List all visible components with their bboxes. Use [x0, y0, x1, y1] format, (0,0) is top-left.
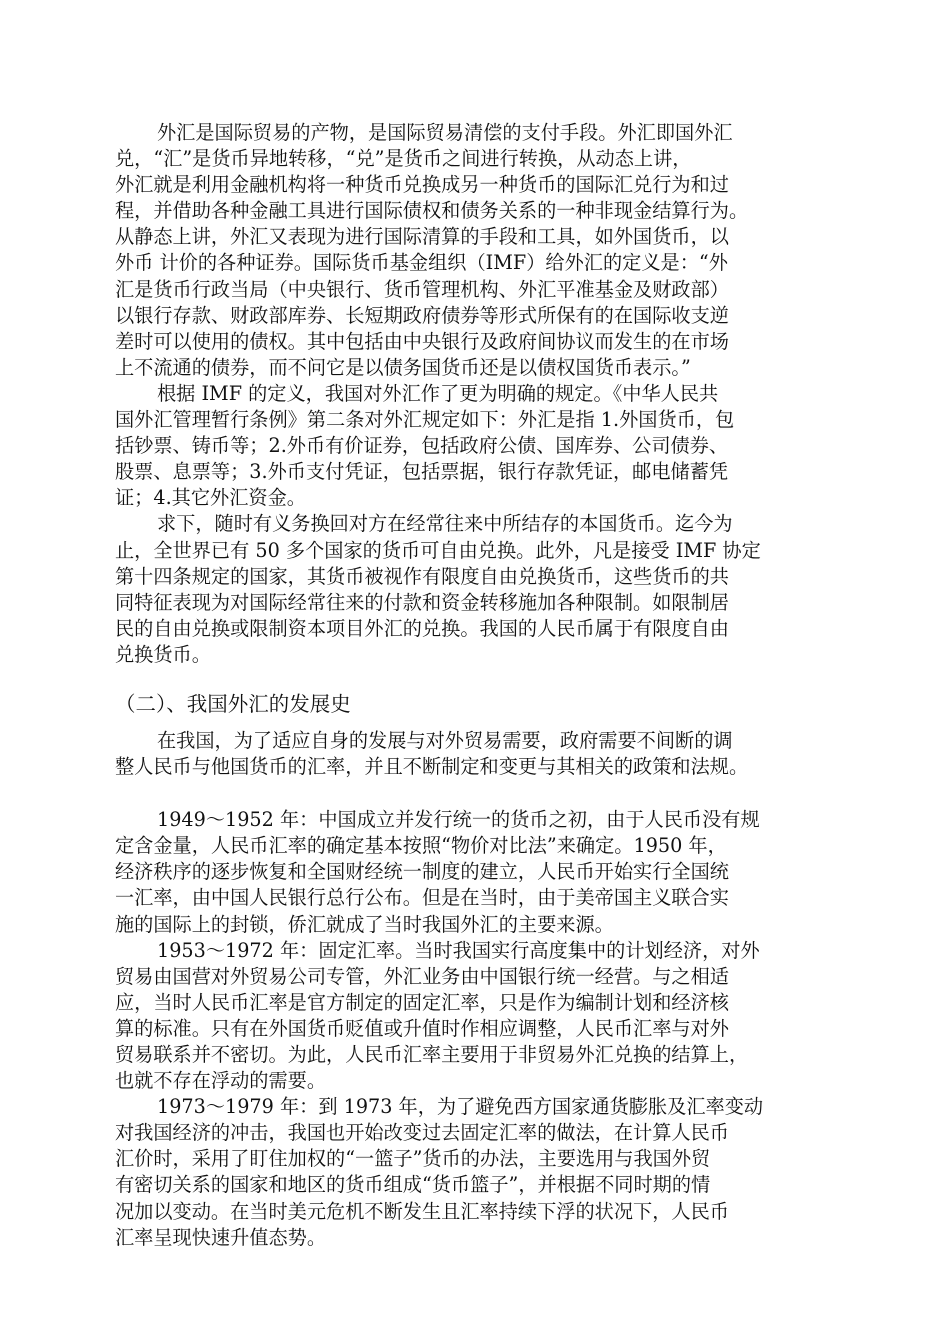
text-line: 根据 IMF 的定义，我国对外汇作了更为明确的规定。《中华人民共 — [157, 381, 719, 405]
paragraph-convertibility — [115, 511, 845, 668]
document-page — [115, 120, 845, 1251]
paragraph-history-intro — [115, 728, 845, 780]
text-line: 有密切关系的国家和地区的货币组成“货币篮子”，并根据不同时期的情 — [115, 1173, 711, 1197]
text-line: 在我国，为了适应自身的发展与对外贸易需要，政府需要不间断的调 — [157, 728, 733, 752]
text-line: 外币 计价的各种证券。国际货币基金组织（IMF）给外汇的定义是：“外 — [115, 251, 728, 275]
text-line: 从静态上讲，外汇又表现为进行国际清算的手段和工具，如外国货币，以 — [115, 225, 729, 249]
text-line: 施的国际上的封锁，侨汇就成了当时我国外汇的主要来源。 — [115, 912, 614, 936]
text-line: 国外汇管理暂行条例》第二条对外汇规定如下：外汇是指 1.外国货币，包 — [115, 408, 735, 432]
section-heading: （二）、我国外汇的发展史 — [115, 691, 351, 716]
text-line: 同特征表现为对国际经常往来的付款和资金转移施加各种限制。如限制居 — [115, 590, 729, 614]
text-line: 1973～1979 年：到 1973 年，为了避免西方国家通货膨胀及汇率变动 — [157, 1095, 764, 1119]
text-line: 整人民币与他国货币的汇率，并且不断制定和变更与其相关的政策和法规。 — [115, 755, 749, 779]
paragraph-1953-1972 — [115, 938, 845, 1095]
text-line: 汇是货币行政当局（中央银行、货币管理机构、外汇平准基金及财政部） — [115, 277, 729, 301]
text-line: 止，全世界已有 50 多个国家的货币可自由兑换。此外，凡是接受 IMF 协定 — [115, 538, 761, 562]
text-line: 外汇就是利用金融机构将一种货币兑换成另一种货币的国际汇兑行为和过 — [115, 173, 729, 197]
text-line: 一汇率，由中国人民银行总行公布。但是在当时，由于美帝国主义联合实 — [115, 886, 729, 910]
text-line: 上不流通的债券，而不问它是以债务国货币还是以债权国货币表示。” — [115, 355, 691, 379]
text-line: 民的自由兑换或限制资本项目外汇的兑换。我国的人民币属于有限度自由 — [115, 616, 729, 640]
text-line: 对我国经济的冲击，我国也开始改变过去固定汇率的做法，在计算人民币 — [115, 1121, 729, 1145]
text-line: 程，并借助各种金融工具进行国际债权和债务关系的一种非现金结算行为。 — [115, 199, 749, 223]
text-line: 况加以变动。在当时美元危机不断发生且汇率持续下浮的状况下，人民币 — [115, 1199, 729, 1223]
text-line: 以银行存款、财政部库券、长短期政府债券等形式所保有的在国际收支逆 — [115, 303, 729, 327]
text-line: 贸易由国营对外贸易公司专管，外汇业务由中国银行统一经营。与之相适 — [115, 964, 729, 988]
text-line: 经济秩序的逐步恢复和全国财经统一制度的建立，人民币开始实行全国统 — [115, 860, 729, 884]
text-line: 股票、息票等；3.外币支付凭证，包括票据，银行存款凭证，邮电储蓄凭 — [115, 460, 729, 484]
paragraph-china-regulations — [115, 381, 845, 511]
text-line: 证；4.其它外汇资金。 — [115, 486, 306, 510]
paragraph-1973-1979 — [115, 1094, 845, 1251]
text-line: 兑换货币。 — [115, 642, 211, 666]
text-line: 贸易联系并不密切。为此，人民币汇率主要用于非贸易外汇兑换的结算上， — [115, 1043, 749, 1066]
text-line: 1949～1952 年：中国成立并发行统一的货币之初，由于人民币没有规 — [157, 808, 760, 832]
text-line: 差时可以使用的债权。其中包括由中央银行及政府间协议而发生的在市场 — [115, 329, 729, 353]
text-line: 第十四条规定的国家，其货币被视作有限度自由兑换货币，这些货币的共 — [115, 564, 729, 588]
blank-line — [115, 780, 845, 807]
text-line: 汇率呈现快速升值态势。 — [115, 1225, 327, 1249]
text-line: 外汇是国际贸易的产物，是国际贸易清偿的支付手段。外汇即国外汇 — [157, 121, 733, 144]
text-line: 汇价时，采用了盯住加权的“一篮子”货币的办法，主要选用与我国外贸 — [115, 1147, 711, 1171]
text-line: 兑，“汇”是货币异地转移，“兑”是货币之间进行转换，从动态上讲， — [115, 147, 692, 171]
text-line: 1953～1972 年：固定汇率。当时我国实行高度集中的计划经济，对外 — [157, 938, 760, 962]
text-line: 应，当时人民币汇率是官方制定的固定汇率，只是作为编制计划和经济核 — [115, 990, 729, 1014]
text-line: 括钞票、铸币等；2.外币有价证券，包括政府公债、国库券、公司债券、 — [115, 434, 729, 458]
text-line: 定含金量，人民币汇率的确定基本按照“物价对比法”来确定。1950 年， — [115, 834, 727, 858]
text-line: 也就不存在浮动的需要。 — [115, 1069, 327, 1093]
paragraph-foreign-exchange-definition — [115, 120, 845, 381]
text-line: 算的标准。只有在外国货币贬值或升值时作相应调整，人民币汇率与对外 — [115, 1016, 729, 1040]
paragraph-1949-1952 — [115, 807, 845, 937]
text-line: 求下，随时有义务换回对方在经常往来中所结存的本国货币。迄今为 — [157, 512, 733, 536]
